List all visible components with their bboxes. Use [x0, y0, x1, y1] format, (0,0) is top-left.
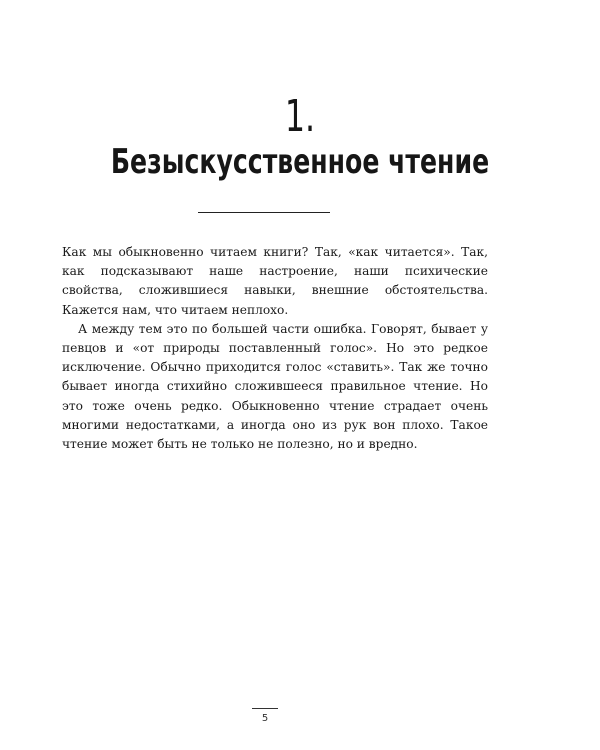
- page-number: 5: [261, 713, 269, 724]
- paragraph-1: Как мы обыкновенно читаем книги? Так, «как читается». Так, как подсказывают наше настроение, наши психические свойства, сложившиеся навыки, внешние обстоятельства. Кажется нам, что читаем неплохо.: [62, 245, 488, 317]
- chapter-title: Безыскусственное чтение: [110, 142, 490, 182]
- chapter-number: 1.: [284, 91, 316, 142]
- footer-divider: [252, 708, 278, 709]
- title-divider: [198, 212, 330, 213]
- paragraph-2: А между тем это по большей части ошибка. Говорят, бывает у певцов и «от природы поставленный голос». Но это редкое исключение. Обычно приходится голос «ставить». Так же точно бывает иногда стихийно сложившееся правильное чтение. Но это тоже очень редко. Обыкновенно чтение страдает очень многими недостатками, а иногда оно из рук вон плохо. Такое чтение может быть не только не полезно, но и вредно.: [62, 321, 488, 452]
- chapter-body: [62, 243, 488, 454]
